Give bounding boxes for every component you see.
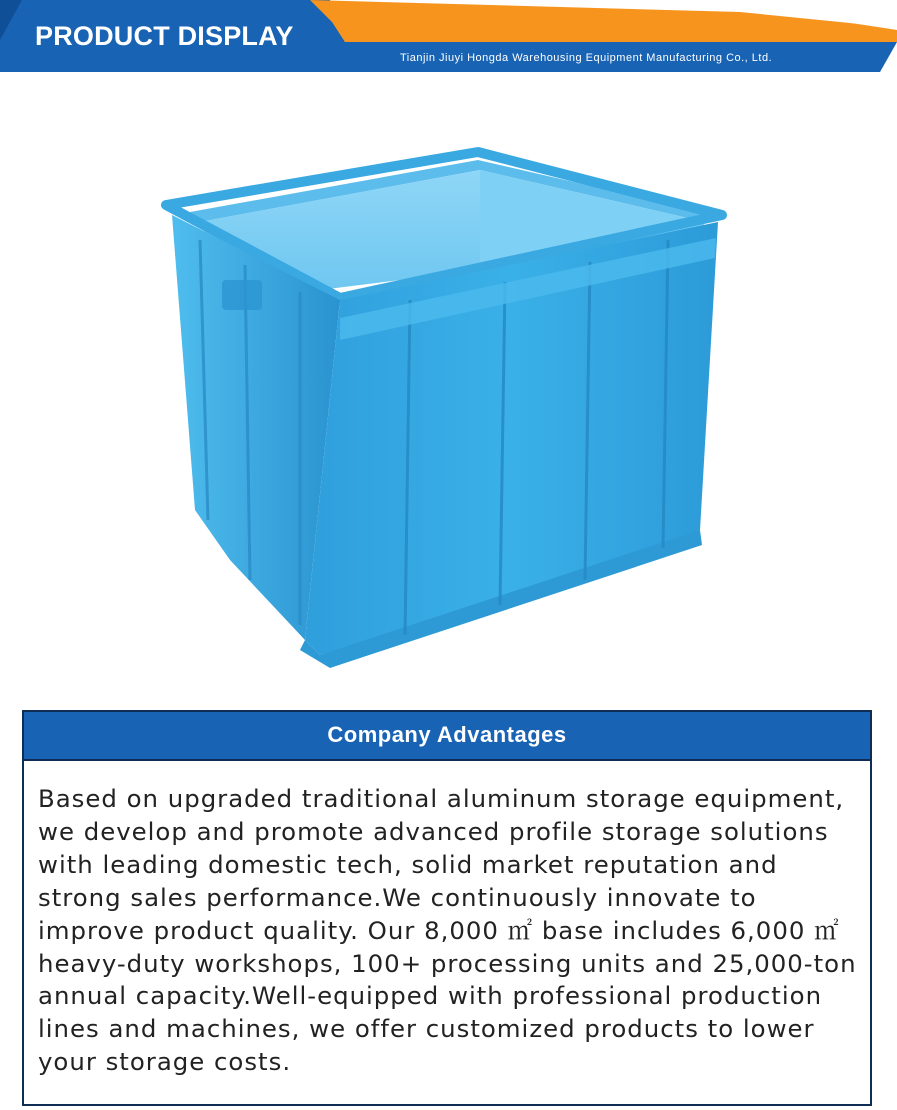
advantages-description: Based on upgraded traditional aluminum storage equipment, we develop and promote advanced profile storage solutions with leading domestic tech, solid market reputation and strong sales performance.We continuously innovate to improve product quality. Our 8,000 ㎡ base includes 6,000 ㎡ heavy-duty workshops, 100+ processing units and 25,000-ton annual capacity.Well-equipped with professional production lines and machines, we offer customized products to lower your storage costs.	[38, 784, 857, 1077]
advantages-title: Company Advantages	[24, 712, 870, 761]
product-display-banner	[0, 0, 897, 72]
company-advantages-panel	[22, 710, 872, 1106]
banner-title: PRODUCT DISPLAY	[35, 21, 294, 51]
blue-crate-image	[0, 80, 897, 700]
product-photo	[0, 80, 897, 700]
company-name: Tianjin Jiuyi Hongda Warehousing Equipment Manufacturing Co., Ltd.	[400, 52, 773, 64]
